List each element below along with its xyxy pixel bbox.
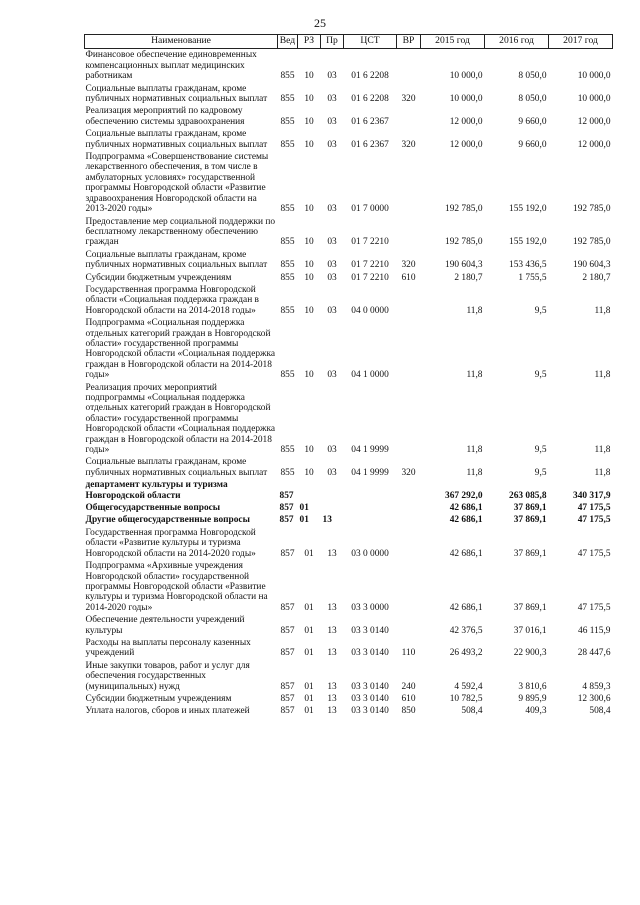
row-vr-cell — [397, 151, 421, 215]
row-2016-cell: 9,5 — [534, 305, 547, 316]
row-2017-cell: 340 317,9 — [573, 490, 611, 501]
row-cst-cell: 03 3 0140 — [351, 706, 389, 717]
row-ved-cell: 855 — [280, 71, 295, 82]
row-name-cell: Государственная программа Новгородской области «Развитие культуры и туризма Новгородской области на 2014-2020 годы» — [85, 527, 256, 559]
row-vr-cell — [397, 284, 421, 317]
row-rz-cell: 01 — [304, 625, 314, 636]
row-ved-cell: 855 — [280, 260, 295, 271]
table-row — [85, 705, 613, 717]
row-ved-cell: 857 — [280, 602, 295, 613]
column-header-pr: Пр — [321, 35, 344, 49]
column-header-name: Наименование — [85, 35, 278, 49]
table-row — [85, 83, 613, 106]
row-rz-cell — [298, 479, 321, 502]
row-ved-cell: 857 — [280, 693, 295, 704]
row-vr-cell: 240 — [401, 681, 416, 692]
row-pr-cell: 03 — [327, 260, 337, 271]
row-vr-cell: 850 — [401, 706, 416, 717]
row-2015-cell: 508,4 — [461, 706, 483, 717]
column-header-2015: 2015 год — [421, 35, 485, 49]
row-ved-cell: 855 — [280, 272, 295, 283]
row-2016-cell: 1 755,5 — [518, 272, 547, 283]
row-cst-cell — [344, 479, 397, 502]
row-name-cell: Реализация прочих мероприятий подпрограммы «Социальная поддержка отдельных категорий граждан в Новгородской области» государственной программы Новгородской области «Социальная поддержка граждан в Новгородской области на 2014-2018 годы» — [85, 382, 276, 456]
row-2016-cell: 3 810,6 — [518, 681, 547, 692]
row-name-cell: Социальные выплаты гражданам, кроме публичных нормативных социальных выплат — [85, 249, 268, 271]
row-ved-cell: 857 — [280, 648, 295, 659]
row-cst-cell: 04 1 9999 — [351, 467, 389, 478]
row-name-cell: департамент культуры и туризма Новгородской области — [85, 480, 228, 501]
row-ved-cell: 857 — [279, 490, 294, 501]
row-2016-cell: 37 869,1 — [513, 548, 547, 559]
row-2017-cell: 192 785,0 — [573, 237, 611, 248]
row-name-cell: Предоставление мер социальной поддержки по бесплатному лекарственному обеспечению граждан — [85, 216, 276, 248]
row-name-cell: Подпрограмма «Совершенствование системы лекарственного обеспечения, в том числе в амбулаторных условиях» государственной программы Новгородской области «Развитие здравоохранения Новгородской области на 2013-2020 годы» — [85, 152, 269, 215]
row-name-cell: Уплата налогов, сборов и иных платежей — [85, 706, 250, 717]
row-2015-cell: 2 180,7 — [454, 272, 483, 283]
row-cst-cell — [344, 502, 397, 514]
row-pr-cell: 03 — [327, 116, 337, 127]
row-cst-cell: 01 6 2367 — [351, 116, 389, 127]
row-ved-cell: 855 — [280, 370, 295, 381]
row-2015-cell: 190 604,3 — [445, 260, 483, 271]
row-2016-cell: 263 085,8 — [509, 490, 547, 501]
row-name-cell: Финансовое обеспечение единовременных компенсационных выплат медицинских работникам — [85, 50, 257, 82]
row-pr-cell: 13 — [327, 681, 337, 692]
row-ved-cell: 857 — [279, 503, 294, 514]
row-ved-cell: 855 — [280, 445, 295, 456]
table-row — [85, 128, 613, 151]
row-2017-cell: 10 000,0 — [577, 71, 611, 82]
row-vr-cell — [397, 614, 421, 637]
row-pr-cell: 03 — [327, 204, 337, 215]
row-pr-cell: 13 — [327, 548, 337, 559]
row-cst-cell: 01 6 2208 — [351, 94, 389, 105]
row-cst-cell: 01 7 2210 — [351, 260, 389, 271]
row-cst-cell: 03 3 0000 — [351, 602, 389, 613]
row-pr-cell: 13 — [327, 706, 337, 717]
row-cst-cell — [344, 514, 397, 526]
table-body — [85, 49, 613, 718]
budget-table — [84, 34, 613, 718]
row-vr-cell — [397, 49, 421, 83]
row-cst-cell: 01 7 2210 — [351, 237, 389, 248]
row-name-cell: Субсидии бюджетным учреждениям — [85, 272, 232, 283]
table-header-row — [85, 35, 613, 49]
row-2015-cell: 11,8 — [466, 305, 483, 316]
row-vr-cell: 610 — [401, 272, 416, 283]
row-2016-cell: 37 869,1 — [513, 602, 547, 613]
row-name-cell: Подпрограмма «Социальная поддержка отдельных категорий граждан в Новгородской области» государственной программы Новгородской области «Социальная поддержка граждан в Новгородской области на 2014-2018 годы» — [85, 318, 276, 381]
row-2016-cell: 8 050,0 — [518, 71, 547, 82]
row-pr-cell: 03 — [327, 94, 337, 105]
row-cst-cell: 04 1 0000 — [351, 370, 389, 381]
row-name-cell: Социальные выплаты гражданам, кроме публичных нормативных социальных выплат — [85, 83, 268, 105]
row-vr-cell — [397, 317, 421, 381]
row-rz-cell: 10 — [304, 139, 314, 150]
table-row — [85, 249, 613, 272]
row-rz-cell: 01 — [299, 515, 309, 526]
row-rz-cell: 10 — [304, 116, 314, 127]
column-header-vr: ВР — [397, 35, 421, 49]
row-2017-cell: 190 604,3 — [573, 260, 611, 271]
row-2015-cell: 4 592,4 — [454, 681, 483, 692]
page-number: 25 — [314, 16, 326, 30]
row-2015-cell: 42 686,1 — [449, 503, 483, 514]
row-vr-cell: 320 — [401, 467, 416, 478]
table-row — [85, 637, 613, 660]
table-row — [85, 660, 613, 693]
row-pr-cell: 03 — [327, 237, 337, 248]
row-rz-cell: 10 — [304, 71, 314, 82]
row-2016-cell: 8 050,0 — [518, 94, 547, 105]
row-pr-cell: 03 — [327, 445, 337, 456]
row-ved-cell: 855 — [280, 237, 295, 248]
row-rz-cell: 10 — [304, 370, 314, 381]
row-2017-cell: 10 000,0 — [577, 94, 611, 105]
row-vr-cell: 320 — [401, 94, 416, 105]
row-2015-cell: 10 000,0 — [449, 94, 483, 105]
row-vr-cell: 110 — [401, 648, 416, 659]
row-vr-cell — [397, 502, 421, 514]
table-row — [85, 151, 613, 215]
row-2016-cell: 37 869,1 — [513, 515, 547, 526]
table-row — [85, 527, 613, 560]
row-pr-cell: 13 — [327, 648, 337, 659]
row-2017-cell: 11,8 — [594, 370, 611, 381]
row-2017-cell: 47 175,5 — [577, 548, 611, 559]
column-header-2017: 2017 год — [549, 35, 613, 49]
row-ved-cell: 857 — [280, 681, 295, 692]
table-row — [85, 514, 613, 526]
row-2016-cell: 155 192,0 — [509, 237, 547, 248]
row-name-cell: Обеспечение деятельности учреждений культуры — [85, 615, 245, 636]
table-row — [85, 693, 613, 705]
table-row — [85, 382, 613, 457]
row-2017-cell: 11,8 — [594, 305, 611, 316]
row-cst-cell: 01 7 2210 — [351, 272, 389, 283]
row-2015-cell: 10 782,5 — [449, 693, 483, 704]
row-ved-cell: 855 — [280, 94, 295, 105]
table-row — [85, 502, 613, 514]
row-cst-cell: 03 3 0140 — [351, 681, 389, 692]
column-header-rz: РЗ — [298, 35, 321, 49]
row-name-cell: Иные закупки товаров, работ и услуг для обеспечения государственных (муниципальных) нужд — [85, 660, 250, 692]
row-2017-cell: 192 785,0 — [573, 204, 611, 215]
row-2017-cell: 4 859,3 — [582, 681, 611, 692]
row-rz-cell: 10 — [304, 237, 314, 248]
row-cst-cell: 04 0 0000 — [351, 305, 389, 316]
row-pr-cell: 13 — [327, 625, 337, 636]
row-vr-cell — [397, 382, 421, 457]
row-vr-cell — [397, 105, 421, 128]
table-row — [85, 479, 613, 502]
row-2015-cell: 11,8 — [466, 445, 483, 456]
table-row — [85, 49, 613, 83]
row-name-cell: Расходы на выплаты персоналу казенных учреждений — [85, 637, 251, 659]
row-2017-cell: 47 175,5 — [577, 602, 611, 613]
row-2015-cell: 192 785,0 — [445, 237, 483, 248]
row-name-cell: Государственная программа Новгородской области «Социальная поддержка граждан в Новгородской области на 2014-2018 годы» — [85, 284, 259, 316]
row-cst-cell: 03 3 0140 — [351, 625, 389, 636]
row-pr-cell — [321, 502, 344, 514]
row-2015-cell: 42 376,5 — [449, 625, 483, 636]
row-2017-cell: 11,8 — [594, 467, 611, 478]
row-rz-cell: 10 — [304, 204, 314, 215]
row-cst-cell: 04 1 9999 — [351, 445, 389, 456]
row-name-cell: Общегосударственные вопросы — [85, 503, 221, 514]
row-2016-cell: 9,5 — [534, 467, 547, 478]
row-pr-cell: 03 — [327, 370, 337, 381]
row-2017-cell: 28 447,6 — [577, 648, 611, 659]
row-2017-cell: 47 175,5 — [577, 515, 611, 526]
table-row — [85, 456, 613, 479]
row-name-cell: Другие общегосударственные вопросы — [85, 515, 250, 526]
row-2017-cell: 11,8 — [594, 445, 611, 456]
row-ved-cell: 857 — [280, 625, 295, 636]
row-2016-cell: 155 192,0 — [509, 204, 547, 215]
row-ved-cell: 855 — [280, 467, 295, 478]
row-pr-cell: 13 — [322, 515, 332, 526]
row-ved-cell: 855 — [280, 139, 295, 150]
row-2017-cell: 47 175,5 — [577, 503, 611, 514]
column-header-2016: 2016 год — [485, 35, 549, 49]
row-2015-cell: 42 686,1 — [449, 602, 483, 613]
row-pr-cell: 13 — [327, 693, 337, 704]
row-vr-cell: 320 — [401, 139, 416, 150]
row-rz-cell: 10 — [304, 445, 314, 456]
row-2017-cell: 508,4 — [589, 706, 611, 717]
row-vr-cell — [397, 479, 421, 502]
row-ved-cell: 857 — [280, 706, 295, 717]
row-rz-cell: 01 — [304, 648, 314, 659]
row-ved-cell: 857 — [280, 548, 295, 559]
row-ved-cell: 855 — [280, 204, 295, 215]
row-rz-cell: 01 — [304, 548, 314, 559]
row-cst-cell: 03 3 0140 — [351, 648, 389, 659]
row-pr-cell: 13 — [327, 602, 337, 613]
row-2016-cell: 9,5 — [534, 445, 547, 456]
row-rz-cell: 01 — [304, 706, 314, 717]
column-header-cst: ЦСТ — [344, 35, 397, 49]
row-pr-cell: 03 — [327, 467, 337, 478]
row-rz-cell: 01 — [304, 681, 314, 692]
table-row — [85, 216, 613, 249]
row-2017-cell: 12 300,6 — [577, 693, 611, 704]
row-2017-cell: 46 115,9 — [578, 625, 611, 636]
row-2016-cell: 153 436,5 — [509, 260, 547, 271]
row-rz-cell: 01 — [304, 602, 314, 613]
table-row — [85, 272, 613, 284]
row-2016-cell: 9 660,0 — [518, 116, 547, 127]
row-ved-cell: 857 — [279, 515, 294, 526]
table-row — [85, 317, 613, 381]
row-ved-cell: 855 — [280, 305, 295, 316]
row-2015-cell: 42 686,1 — [449, 515, 483, 526]
row-cst-cell: 03 0 0000 — [351, 548, 389, 559]
table-row — [85, 560, 613, 614]
table-row — [85, 614, 613, 637]
row-rz-cell: 10 — [304, 305, 314, 316]
row-2017-cell: 2 180,7 — [582, 272, 611, 283]
row-pr-cell: 03 — [327, 305, 337, 316]
row-cst-cell: 01 6 2208 — [351, 71, 389, 82]
row-2017-cell: 12 000,0 — [577, 116, 611, 127]
row-name-cell: Реализация мероприятий по кадровому обеспечению системы здравоохранения — [85, 106, 245, 127]
row-2015-cell: 11,8 — [466, 467, 483, 478]
row-2015-cell: 12 000,0 — [449, 139, 483, 150]
row-2015-cell: 26 493,2 — [449, 648, 483, 659]
row-rz-cell: 10 — [304, 272, 314, 283]
row-name-cell: Подпрограмма «Архивные учреждения Новгородской области» государственной программы Новгородской области «Развитие культуры и туризма Новгородской области на 2014-2020 годы» — [85, 561, 268, 613]
table-row — [85, 105, 613, 128]
row-rz-cell: 01 — [304, 693, 314, 704]
row-cst-cell: 03 3 0140 — [351, 693, 389, 704]
row-2015-cell: 10 000,0 — [449, 71, 483, 82]
row-name-cell: Субсидии бюджетным учреждениям — [85, 693, 232, 704]
column-header-ved: Вед — [278, 35, 298, 49]
row-pr-cell: 03 — [327, 272, 337, 283]
row-2015-cell: 367 292,0 — [445, 490, 483, 501]
row-cst-cell: 01 6 2367 — [351, 139, 389, 150]
row-vr-cell: 320 — [401, 260, 416, 271]
row-2015-cell: 42 686,1 — [449, 548, 483, 559]
row-pr-cell: 03 — [327, 71, 337, 82]
row-name-cell: Социальные выплаты гражданам, кроме публичных нормативных социальных выплат — [85, 457, 268, 478]
row-2016-cell: 37 869,1 — [513, 503, 547, 514]
row-rz-cell: 10 — [304, 467, 314, 478]
row-name-cell: Социальные выплаты гражданам, кроме публичных нормативных социальных выплат — [85, 129, 268, 150]
row-2015-cell: 11,8 — [466, 370, 483, 381]
row-rz-cell: 01 — [299, 503, 309, 514]
row-2016-cell: 9 660,0 — [518, 139, 547, 150]
row-2017-cell: 12 000,0 — [577, 139, 611, 150]
row-vr-cell — [397, 527, 421, 560]
row-2016-cell: 409,3 — [525, 706, 547, 717]
row-2015-cell: 12 000,0 — [449, 116, 483, 127]
row-cst-cell: 01 7 0000 — [351, 204, 389, 215]
row-pr-cell: 03 — [327, 139, 337, 150]
row-vr-cell — [397, 560, 421, 614]
row-2016-cell: 9,5 — [534, 370, 547, 381]
row-2015-cell: 192 785,0 — [445, 204, 483, 215]
row-vr-cell: 610 — [401, 693, 416, 704]
table-row — [85, 284, 613, 317]
row-vr-cell — [397, 514, 421, 526]
row-2016-cell: 9 895,9 — [518, 693, 547, 704]
row-pr-cell — [321, 479, 344, 502]
row-2016-cell: 37 016,1 — [513, 625, 547, 636]
row-rz-cell: 10 — [304, 260, 314, 271]
row-vr-cell — [397, 216, 421, 249]
row-2016-cell: 22 900,3 — [513, 648, 547, 659]
row-ved-cell: 855 — [280, 116, 295, 127]
row-rz-cell: 10 — [304, 94, 314, 105]
